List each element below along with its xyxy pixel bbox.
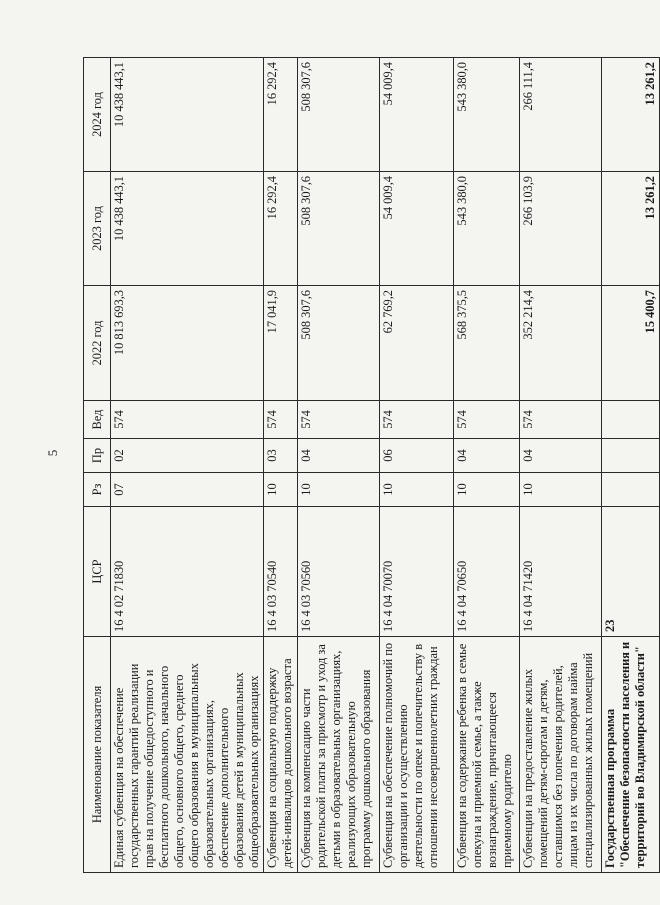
row-2022: 17 041,9 xyxy=(264,286,298,401)
row-pr xyxy=(602,439,660,473)
page-number: 5 xyxy=(45,449,60,457)
row-pr: 04 xyxy=(454,439,520,473)
header-ved: Вед xyxy=(84,401,111,439)
row-2023: 10 438 443,1 xyxy=(111,172,264,286)
row-csr: 16 4 03 70540 xyxy=(264,507,298,637)
row-2022: 62 769,2 xyxy=(380,286,454,401)
row-rz: 10 xyxy=(454,473,520,507)
row-pr: 04 xyxy=(520,439,602,473)
row-2024: 13 261,2 xyxy=(602,58,660,172)
table-row xyxy=(380,58,454,873)
row-name: Единая субвенция на обеспечение государственных гарантий реализации прав на получение общедоступного и бесплатного дошкольного, начального общего, основного общего, среднего общего образования в муниципальных образовательных организациях, обеспечение дополнительного образования детей в муниципальных общеобразовательных организациях xyxy=(111,637,264,873)
row-2024: 54 009,4 xyxy=(380,58,454,172)
row-pr: 03 xyxy=(264,439,298,473)
table-rotator xyxy=(83,58,657,873)
row-pr: 06 xyxy=(380,439,454,473)
row-2022: 508 307,6 xyxy=(298,286,380,401)
row-csr: 16 4 04 70070 xyxy=(380,507,454,637)
row-rz: 10 xyxy=(520,473,602,507)
row-2024: 10 438 443,1 xyxy=(111,58,264,172)
row-2022: 352 214,4 xyxy=(520,286,602,401)
row-2023: 508 307,6 xyxy=(298,172,380,286)
header-name: Наименование показателя xyxy=(84,637,111,873)
header-2023: 2023 год xyxy=(84,172,111,286)
budget-table xyxy=(83,57,660,873)
row-name: Субвенция на компенсацию части родительской платы за присмотр и уход за детьми в образовательных организациях, реализующих образовательную программу дошкольного образования xyxy=(298,637,380,873)
table-row xyxy=(264,58,298,873)
table-row xyxy=(298,58,380,873)
row-ved xyxy=(602,401,660,439)
row-ved: 574 xyxy=(298,401,380,439)
row-csr: 16 4 04 70650 xyxy=(454,507,520,637)
row-2023: 16 292,4 xyxy=(264,172,298,286)
rotated-table-frame xyxy=(83,58,657,873)
row-pr: 04 xyxy=(298,439,380,473)
row-rz xyxy=(602,473,660,507)
row-name: Субвенция на социальную поддержку детей-инвалидов дошкольного возраста xyxy=(264,637,298,873)
header-csr: ЦСР xyxy=(84,507,111,637)
row-ved: 574 xyxy=(520,401,602,439)
table-row xyxy=(602,58,660,873)
row-2023: 13 261,2 xyxy=(602,172,660,286)
row-name: Субвенции на предоставление жилых помещений детям-сиротам и детям, оставшимся без попечения родителей, лицам из их числа по договорам найма специализированных жилых помещений xyxy=(520,637,602,873)
row-2024: 508 307,6 xyxy=(298,58,380,172)
row-2023: 266 103,9 xyxy=(520,172,602,286)
header-pr: Пр xyxy=(84,439,111,473)
row-csr: 23 xyxy=(602,507,660,637)
row-csr: 16 4 04 71420 xyxy=(520,507,602,637)
row-2024: 543 380,0 xyxy=(454,58,520,172)
row-rz: 07 xyxy=(111,473,264,507)
row-name: Субвенция на содержание ребенка в семье опекуна и приемной семье, а также вознаграждение, причитающееся приемному родителю xyxy=(454,637,520,873)
row-name: Субвенция на обеспечение полномочий по организации и осуществлению деятельности по опеке и попечительству в отношении несовершеннолетних граждан xyxy=(380,637,454,873)
row-2023: 543 380,0 xyxy=(454,172,520,286)
row-2022: 15 400,7 xyxy=(602,286,660,401)
row-2022: 568 375,5 xyxy=(454,286,520,401)
row-csr: 16 4 02 71830 xyxy=(111,507,264,637)
table-row xyxy=(454,58,520,873)
row-ved: 574 xyxy=(111,401,264,439)
row-csr: 16 4 03 70560 xyxy=(298,507,380,637)
row-ved: 574 xyxy=(454,401,520,439)
header-2022: 2022 год xyxy=(84,286,111,401)
table-row xyxy=(111,58,264,873)
row-ved: 574 xyxy=(380,401,454,439)
row-ved: 574 xyxy=(264,401,298,439)
row-2022: 10 813 693,3 xyxy=(111,286,264,401)
row-rz: 10 xyxy=(298,473,380,507)
header-2024: 2024 год xyxy=(84,58,111,172)
header-row xyxy=(84,58,111,873)
table-row xyxy=(520,58,602,873)
row-2023: 54 009,4 xyxy=(380,172,454,286)
row-rz: 10 xyxy=(264,473,298,507)
header-rz: Рз xyxy=(84,473,111,507)
row-pr: 02 xyxy=(111,439,264,473)
row-name: Государственная программа "Обеспечение безопасности населения и территорий во Владимирской области" xyxy=(602,637,660,873)
row-2024: 266 111,4 xyxy=(520,58,602,172)
row-2024: 16 292,4 xyxy=(264,58,298,172)
row-rz: 10 xyxy=(380,473,454,507)
